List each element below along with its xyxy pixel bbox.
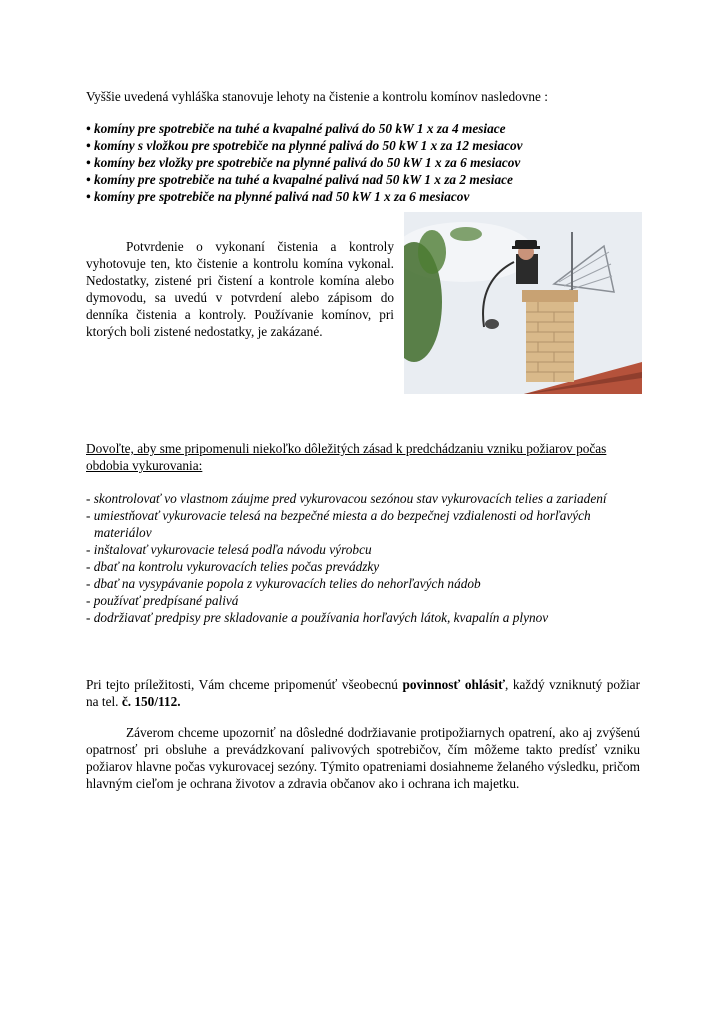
confirmation-paragraph: [86, 238, 394, 340]
reminder-paragraph: [86, 676, 640, 710]
confirmation-text: Potvrdenie o vykonaní čistenia a kontroly vyhotovuje ten, kto čistenie a kontrolu komína vykonal. Nedostatky, zistené pri čistení a kontrole komína alebo dymovodu, sa uvedú v potvrdení alebo zápisom do denníka čistenia a kontroly. Používanie komínov, pri ktorých boli zistené nedostatky, je zakázané.: [86, 239, 394, 339]
interval-item: • komíny pre spotrebiče na tuhé a kvapalné palivá do 50 kW 1 x za 4 mesiace: [86, 121, 506, 136]
chimney-cleaning-intervals: [86, 120, 640, 205]
reminder-text: Pri tejto príležitosti, Vám chceme pripomenúť všeobecnú: [86, 677, 403, 692]
interval-item: • komíny bez vložky pre spotrebiče na plynné palivá do 50 kW 1 x za 6 mesiacov: [86, 155, 521, 170]
reporting-duty: povinnosť ohlásiť: [402, 677, 506, 692]
rule-item: - dbať na kontrolu vykurovacích telies počas prevádzky: [86, 559, 380, 574]
fire-prevention-rules: [86, 490, 640, 626]
closing-paragraph: [86, 724, 640, 792]
brick-chimney: [522, 290, 578, 382]
reminder-text-middle: , každý vzniknutý požiar na tel.: [86, 677, 641, 709]
rule-item: - dbať na vysypávanie popola z vykurovacích telies do nehorľavých nádob: [86, 576, 481, 591]
rule-item: - dodržiavať predpisy pre skladovanie a používania horľavých látok, kvapalín a plynov: [86, 610, 549, 625]
rule-item: - používať predpísané palivá: [86, 593, 239, 608]
interval-item: • komíny pre spotrebiče na plynné palivá nad 50 kW 1 x za 6 mesiacov: [86, 189, 470, 204]
intro-paragraph: Vyššie uvedená vyhláška stanovuje lehoty na čistenie a kontrolu komínov nasledovne :: [86, 89, 548, 104]
chimney-sweep-photo: [404, 212, 642, 394]
closing-text: Záverom chceme upozorniť na dôsledné dodržiavanie protipožiarnych opatrení, ako aj zvýšenú opatrnosť pri obsluhe a prevádzkovaní palivových spotrebičov, čím môžeme takto predísť vzniku požiarov hlavne počas vykurovacej sezóny. Týmito opatreniami dosiahneme želaného výsledku, pričom hlavným cieľom je ochrana životov a zdravia občanov ako i ochrana ich majetku.: [86, 725, 640, 791]
rule-item: - inštalovať vykurovacie telesá podľa návodu výrobcu: [86, 542, 372, 557]
rule-item: - skontrolovať vo vlastnom záujme pred vykurovacou sezónou stav vykurovacích telies a zariadení: [86, 491, 607, 506]
emergency-phone: č. 150/112.: [121, 694, 181, 709]
interval-item: • komíny pre spotrebiče na tuhé a kvapalné palivá nad 50 kW 1 x za 2 mesiace: [86, 172, 513, 187]
rule-item: - umiestňovať vykurovacie telesá na bezpečné miesta a do bezpečnej vzdialenosti od horľavých materiálov: [86, 508, 591, 540]
fire-prevention-heading: Dovoľte, aby sme pripomenuli niekoľko dôležitých zásad k predchádzaniu vzniku požiarov počas obdobia vykurovania:: [86, 441, 607, 473]
interval-item: • komíny s vložkou pre spotrebiče na plynné palivá do 50 kW 1 x za 12 mesiacov: [86, 138, 523, 153]
chimney-sweep-illustration: [404, 212, 642, 394]
